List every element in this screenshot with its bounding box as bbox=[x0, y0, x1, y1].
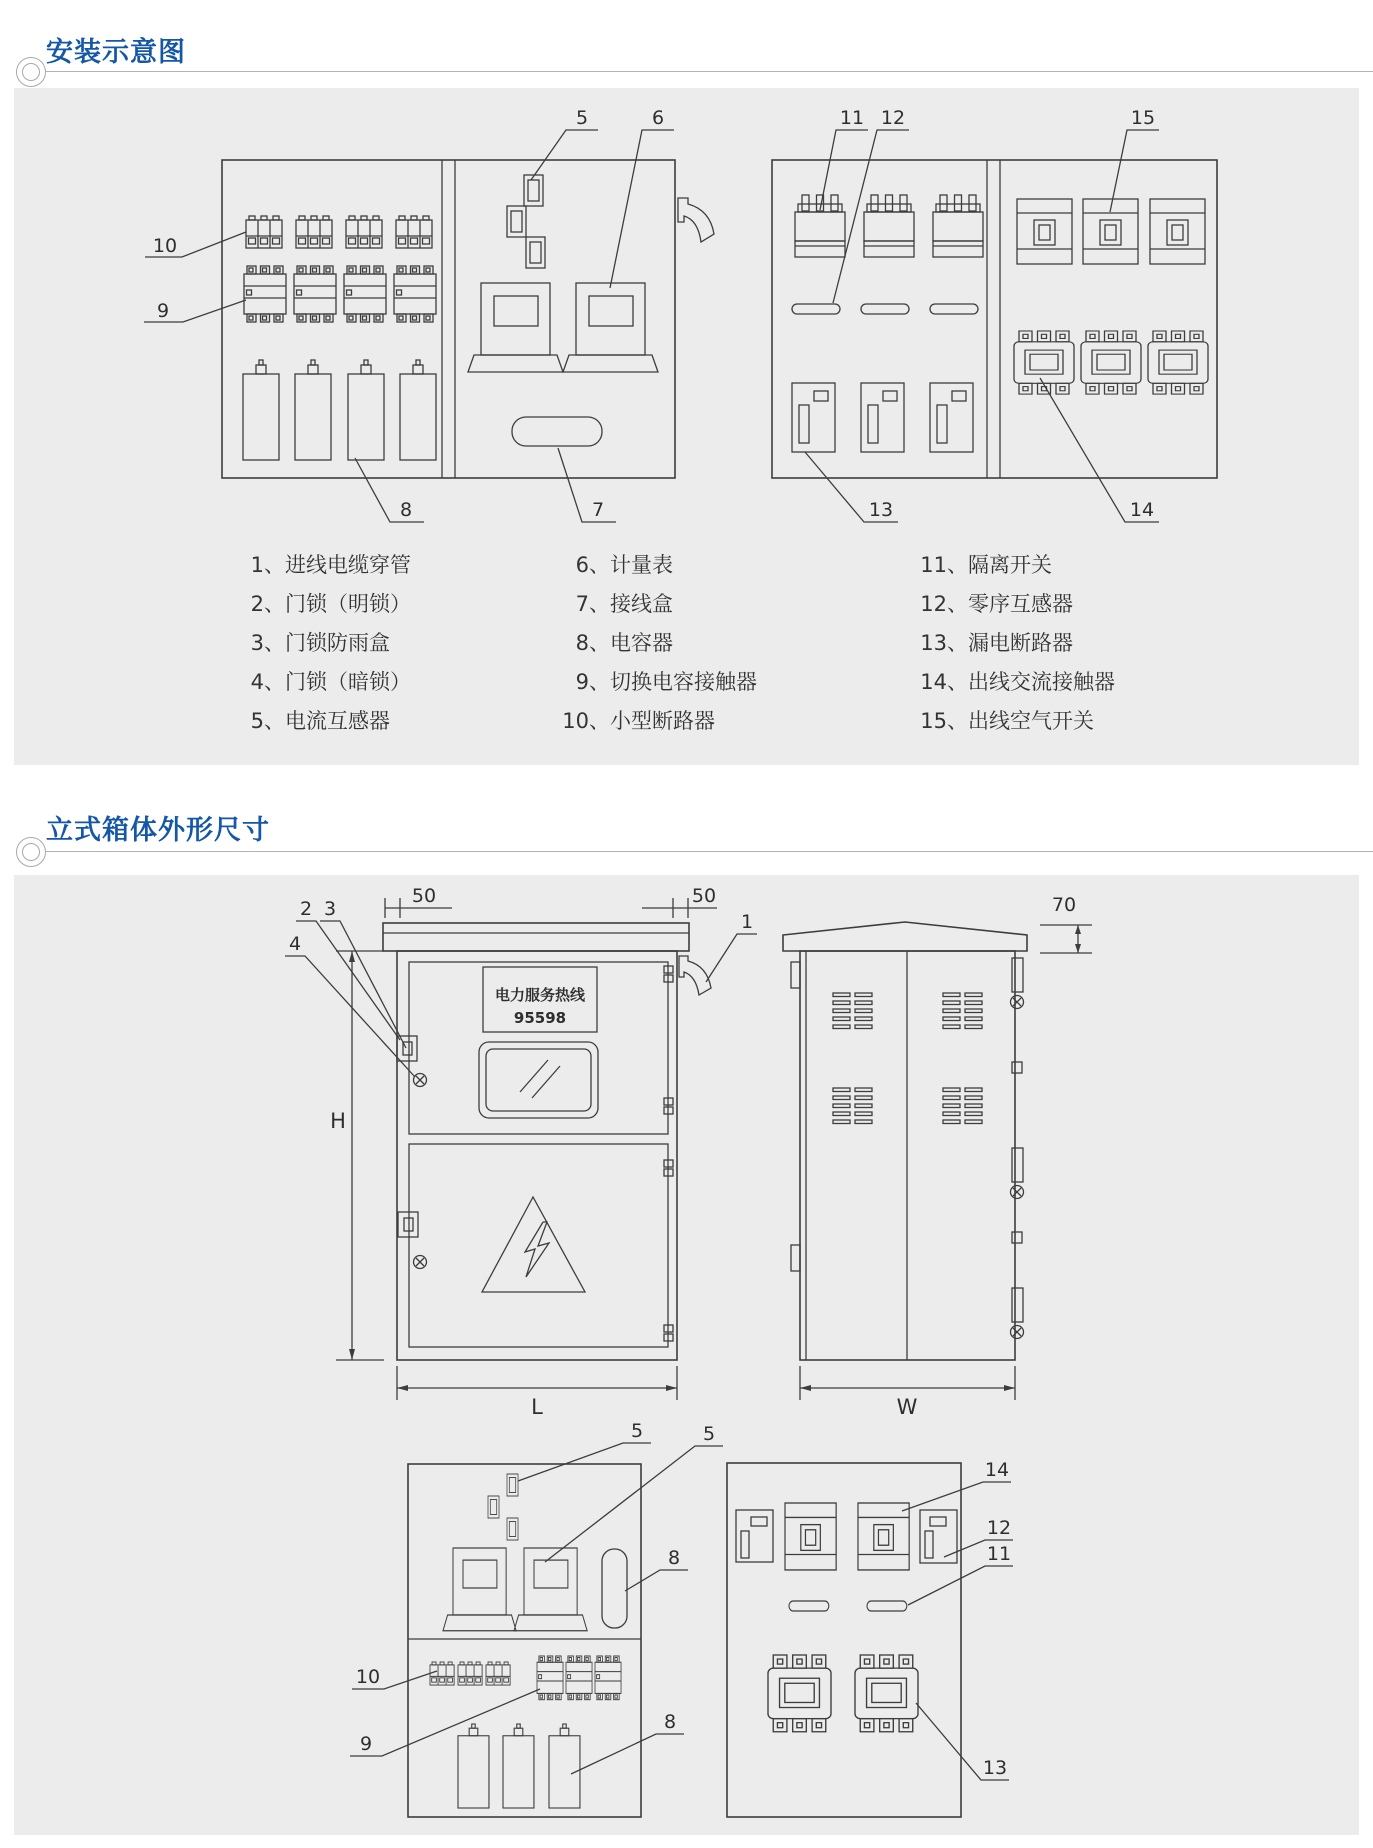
section1-title: 安装示意图 bbox=[46, 37, 186, 68]
ac-contactor-row bbox=[1014, 331, 1208, 394]
callout-8a: 8 bbox=[667, 1547, 681, 1569]
callout-9: 9 bbox=[156, 300, 170, 322]
dim-70: 70 bbox=[1051, 894, 1077, 916]
callout-13: 13 bbox=[868, 499, 894, 521]
legend-item-12: 12、 零序互感器 bbox=[920, 591, 1073, 616]
callout-3: 3 bbox=[323, 898, 337, 920]
callout-leaders bbox=[144, 130, 1159, 522]
callout-4: 4 bbox=[288, 933, 302, 955]
dim-H: H bbox=[330, 1109, 346, 1133]
callout-11: 11 bbox=[986, 1543, 1012, 1565]
section2-rule bbox=[34, 851, 1373, 852]
callout-15: 15 bbox=[1130, 107, 1156, 129]
callout-5b: 5 bbox=[702, 1423, 716, 1445]
capacitor-contactor-row bbox=[244, 266, 436, 322]
callout-11: 11 bbox=[839, 107, 865, 129]
dim-W: W bbox=[896, 1395, 918, 1419]
section2-ring-icon bbox=[16, 837, 46, 867]
callout-12: 12 bbox=[986, 1517, 1012, 1539]
side-latch bbox=[791, 962, 800, 988]
legend-item-15: 15、 出线空气开关 bbox=[920, 709, 1094, 734]
lower-door-lock bbox=[398, 1212, 418, 1237]
hotline-label-line1: 电力服务热线 bbox=[494, 986, 586, 1004]
side-view bbox=[783, 922, 1027, 1360]
callout-10: 10 bbox=[355, 1666, 381, 1688]
legend-item-2: 2、 门锁（明锁） bbox=[250, 591, 411, 616]
legend-item-1: 1、 进线电缆穿管 bbox=[250, 552, 411, 577]
legend-column-3 bbox=[878, 544, 1115, 740]
dim-50-left: 50 bbox=[411, 885, 437, 907]
callout-5a: 5 bbox=[630, 1420, 644, 1442]
junction-box bbox=[602, 1549, 627, 1628]
callout-5: 5 bbox=[575, 107, 589, 129]
callout-2: 2 bbox=[299, 898, 313, 920]
legend-item-11: 11、 隔离开关 bbox=[920, 552, 1052, 577]
door-handle-icon bbox=[678, 198, 714, 242]
lower-door-screw bbox=[414, 1256, 427, 1269]
callout-12: 12 bbox=[880, 107, 906, 129]
callout-leaders bbox=[285, 921, 1013, 1780]
dimensions-diagram-svg bbox=[14, 875, 1359, 1835]
mini-breaker-row bbox=[246, 216, 432, 248]
hotline-label-line2: 95598 bbox=[513, 1009, 567, 1027]
leakage-breaker-row bbox=[792, 383, 973, 452]
legend-item-10: 10、 小型断路器 bbox=[562, 709, 715, 734]
warning-triangle-icon bbox=[482, 1197, 585, 1292]
dim-L: L bbox=[531, 1395, 543, 1419]
side-hinges bbox=[1011, 958, 1024, 1339]
legend-item-5: 5、 电流互感器 bbox=[250, 709, 390, 734]
upper-door-screw bbox=[414, 1074, 427, 1087]
dimension-lines bbox=[336, 898, 1092, 1400]
bottom-right-interior bbox=[727, 1463, 961, 1817]
legend-item-14: 14、 出线交流接触器 bbox=[920, 670, 1115, 695]
meter-window bbox=[479, 1042, 598, 1118]
capacitor-row bbox=[243, 360, 436, 460]
section1-ring-icon bbox=[16, 57, 46, 87]
callout-13: 13 bbox=[982, 1757, 1008, 1779]
side-latch bbox=[791, 1245, 800, 1271]
callout-14: 14 bbox=[984, 1459, 1010, 1481]
isolator-row bbox=[795, 195, 983, 257]
legend-item-6: 6、 计量表 bbox=[575, 552, 673, 577]
legend-item-7: 7、 接线盒 bbox=[575, 591, 673, 616]
callout-9: 9 bbox=[359, 1733, 373, 1755]
legend-column-2 bbox=[540, 544, 757, 740]
front-door-handle-icon bbox=[679, 956, 711, 995]
current-transformer-group bbox=[507, 175, 545, 268]
callout-1: 1 bbox=[740, 911, 754, 933]
callout-10: 10 bbox=[152, 235, 178, 257]
bottom-left-interior bbox=[408, 1464, 641, 1817]
cabinet-a-outline bbox=[222, 160, 675, 478]
callout-8: 8 bbox=[399, 499, 413, 521]
meter-group bbox=[468, 283, 658, 372]
legend-item-8: 8、 电容器 bbox=[575, 630, 673, 655]
section1-rule bbox=[34, 71, 1373, 72]
leakage-panel bbox=[736, 1510, 773, 1562]
callout-6: 6 bbox=[651, 107, 665, 129]
legend-item-9: 9、 切换电容接触器 bbox=[575, 670, 757, 695]
callout-7: 7 bbox=[591, 499, 605, 521]
legend-item-4: 4、 门锁（暗锁） bbox=[250, 670, 411, 695]
leakage-panel bbox=[920, 1510, 957, 1563]
dim-50-right: 50 bbox=[691, 885, 717, 907]
legend-item-3: 3、 门锁防雨盒 bbox=[250, 630, 390, 655]
callout-14: 14 bbox=[1129, 499, 1155, 521]
section2-title: 立式箱体外形尺寸 bbox=[46, 815, 270, 846]
zero-sequence-ct-row bbox=[792, 304, 978, 314]
legend-item-13: 13、 漏电断路器 bbox=[920, 630, 1073, 655]
callout-8b: 8 bbox=[663, 1711, 677, 1733]
legend-column-1 bbox=[215, 544, 411, 740]
junction-box bbox=[512, 417, 602, 446]
